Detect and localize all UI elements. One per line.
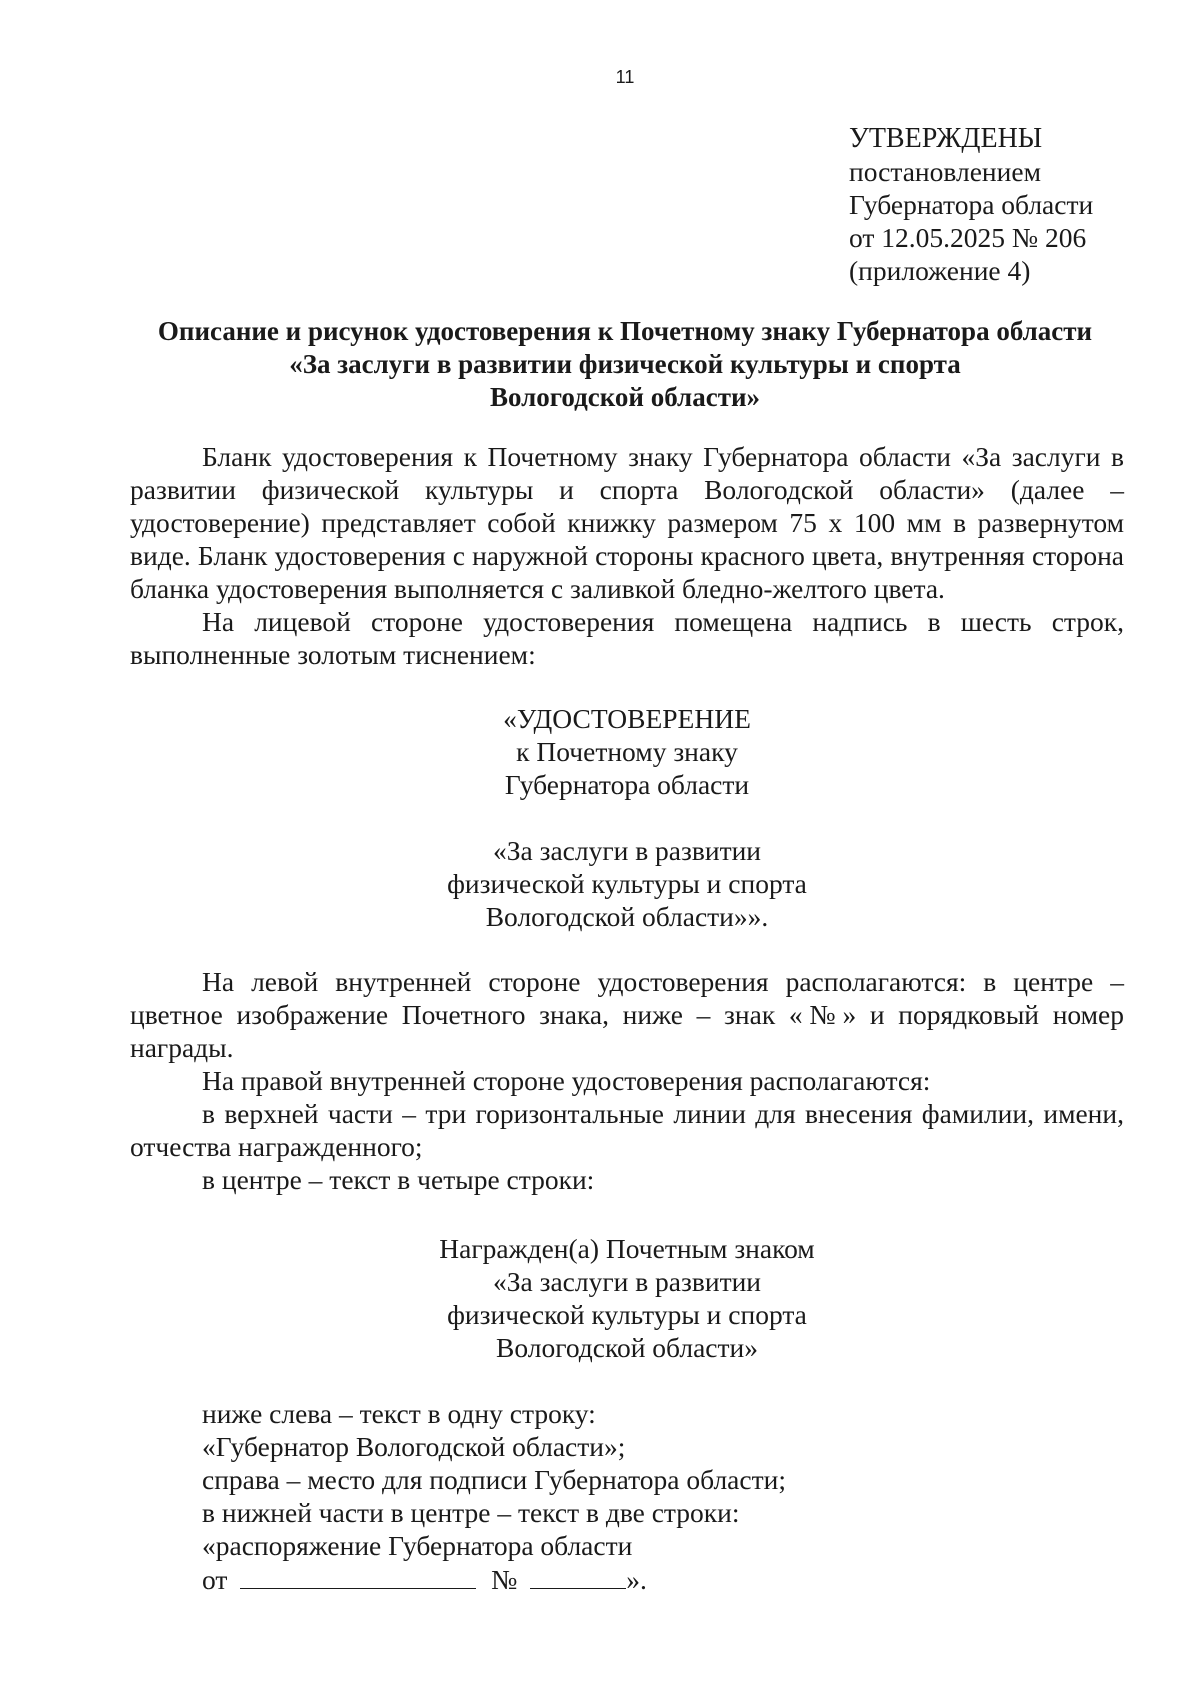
- award-line: «За заслуги в развитии: [492, 1266, 762, 1297]
- inscription-line: «За заслуги в развитии: [492, 835, 762, 866]
- inscription-line: к Почетному знаку: [516, 736, 738, 767]
- title-line: «За заслуги в развитии физической культуры и спорта: [289, 349, 961, 379]
- paragraph: На правой внутренней стороне удостоверения располагаются:: [202, 1065, 931, 1096]
- spacer: [130, 801, 1124, 834]
- approval-line: постановлением: [849, 156, 1041, 187]
- number-blank-line: [530, 1562, 626, 1589]
- paragraph: в центре – текст в четыре строки:: [202, 1164, 595, 1195]
- approval-heading: УТВЕРЖДЕНЫ: [849, 123, 1043, 154]
- document-title: [120, 315, 1130, 414]
- bottom-text: [202, 1397, 786, 1596]
- award-line: Вологодской области»: [496, 1332, 758, 1363]
- section-inner-sides: [130, 965, 1124, 1196]
- from-label: от: [202, 1564, 228, 1595]
- paragraph: На лицевой стороне удостоверения помещена надпись в шесть строк, выполненные золотым тиснением:: [130, 606, 1124, 670]
- inscription-line: Губернатора области: [504, 769, 750, 800]
- text-line: «распоряжение Губернатора области: [202, 1530, 633, 1561]
- award-line: Награжден(а) Почетным знаком: [439, 1233, 815, 1264]
- approval-line: Губернатора области: [849, 189, 1094, 220]
- page-number: 11: [615, 67, 635, 87]
- text-line: «Губернатор Вологодской области»;: [202, 1431, 626, 1462]
- title-line: Вологодской области»: [489, 382, 761, 412]
- paragraph: в верхней части – три горизонтальные линии для внесения фамилии, имени, отчества награжденного;: [130, 1098, 1124, 1162]
- date-number-line: [202, 1562, 786, 1596]
- paragraph: Бланк удостоверения к Почетному знаку Губернатора области «За заслуги в развитии физической культуры и спорта Вологодской области» (далее – удостоверение) представляет собой книжку размером 75 х 100 мм в развернутом виде. Бланк удостоверения с наружной стороны красного цвета, внутренняя сторона бланка удостоверения выполняется с заливкой бледно-желтого цвета.: [130, 441, 1124, 604]
- approval-block: [849, 122, 1093, 287]
- inscription-line: физической культуры и спорта: [447, 868, 807, 899]
- inscription-line: Вологодской области»».: [485, 901, 769, 932]
- text-line: справа – место для подписи Губернатора области;: [202, 1464, 786, 1495]
- paragraph: На левой внутренней стороне удостоверения располагаются: в центре – цветное изображение Почетного знака, ниже – знак «№» и порядковый номер награды.: [130, 966, 1124, 1063]
- award-line: физической культуры и спорта: [447, 1299, 807, 1330]
- front-inscription: [130, 702, 1124, 933]
- approval-appendix: (приложение 4): [849, 255, 1031, 286]
- title-line: Описание и рисунок удостоверения к Почетному знаку Губернатора области: [157, 316, 1093, 346]
- approval-date-number: от 12.05.2025 № 206: [849, 222, 1087, 253]
- inscription-line: «УДОСТОВЕРЕНИЕ: [503, 703, 751, 734]
- text-line: ниже слева – текст в одну строку:: [202, 1398, 596, 1429]
- section-description: [130, 440, 1124, 671]
- date-blank-line: [240, 1562, 476, 1589]
- closing-quote: ».: [626, 1564, 647, 1595]
- award-text: [130, 1232, 1124, 1364]
- text-line: в нижней части в центре – текст в две строки:: [202, 1497, 740, 1528]
- number-label: №: [491, 1564, 518, 1595]
